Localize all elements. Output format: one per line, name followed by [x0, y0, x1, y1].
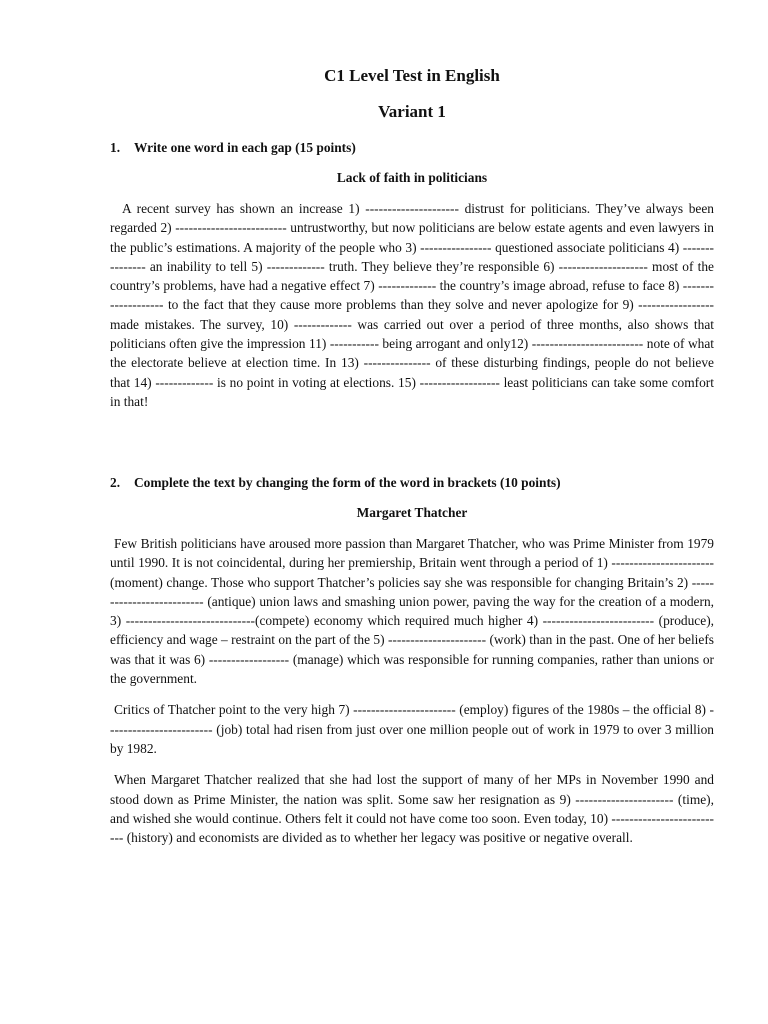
document-page — [110, 62, 714, 846]
section-2-paragraph-2: Critics of Thatcher point to the very high 7) ----------------------- (employ) figures of the 1980s – the official 8) ------------------------ (job) total had risen from just over one million people out of work in 1979 to over 3 million by 1982. — [110, 702, 714, 756]
section-2-heading — [110, 474, 714, 492]
section-2-heading-text: Complete the text by changing the form of the word in brackets (10 points) — [134, 475, 561, 490]
section-1-heading — [110, 139, 714, 157]
document-variant: Variant 1 — [378, 102, 446, 121]
section-2-subtitle: Margaret Thatcher — [356, 505, 468, 520]
section-2-paragraph-1: Few British politicians have aroused more passion than Margaret Thatcher, who was Prime Minister from 1979 until 1990. It is not coincidental, during her premiership, Britain went through a period of 1) ----------------------- (moment) change. Those who support Thatcher’s policies say she was responsible for changing Britain’s 2) -------------------------- (antique) union laws and smashing union power, paving the way for the creation of a modern, 3) -----------------------------(compete) economy which required much higher 4) ------------------------- (produce), efficiency and wage – restraint on the part of the 5) ---------------------- (work) than in the past. One of her beliefs was that it was 6) ------------------ (manage) which was responsible for running companies, rather than unions or the government. — [110, 536, 714, 687]
section-1-heading-text: Write one word in each gap (15 points) — [134, 140, 356, 155]
section-2-number: 2. — [110, 475, 121, 490]
document-title: C1 Level Test in English — [324, 66, 500, 85]
section-1-number: 1. — [110, 140, 121, 155]
section-2 — [110, 474, 714, 847]
section-1-paragraph: A recent survey has shown an increase 1) --------------------- distrust for politicians. They’ve always been regarded 2) ------------------------- untrustworthy, but now politicians are below estate agents and even lawyers in the public’s estimations. A majority of the people who 3) ---------------- questioned associate politicians 4) --------------- an inability to tell 5) ------------- truth. They believe they’re responsible 6) -------------------- most of the country’s problems, have had a negative effect 7) ------------- the country’s image abroad, refuse to face 8) ------------------- to the fact that they cause more problems than they solve and never apologize for 9) ----------------- made mistakes. The survey, 10) ------------- was carried out over a period of three months, also shows that politicians often give the impression 11) ----------- being arrogant and only12) ------------------------- note of what the electorate believe at election time. In 13) --------------- of these disturbing findings, people do not believe that 14) ------------- is no point in voting at elections. 15) ------------------ least politicians can take some comfort in that! — [110, 201, 714, 409]
section-1-subtitle: Lack of faith in politicians — [336, 170, 488, 185]
section-2-paragraph-3: When Margaret Thatcher realized that she had lost the support of many of her MPs in November 1990 and stood down as Prime Minister, the nation was split. Some saw her resignation as 9) ---------------------- (time), and wished she would continue. Others felt it could not have come too soon. Even today, 10) -------------------------- (history) and economists are divided as to whether her legacy was positive or negative overall. — [110, 772, 714, 846]
